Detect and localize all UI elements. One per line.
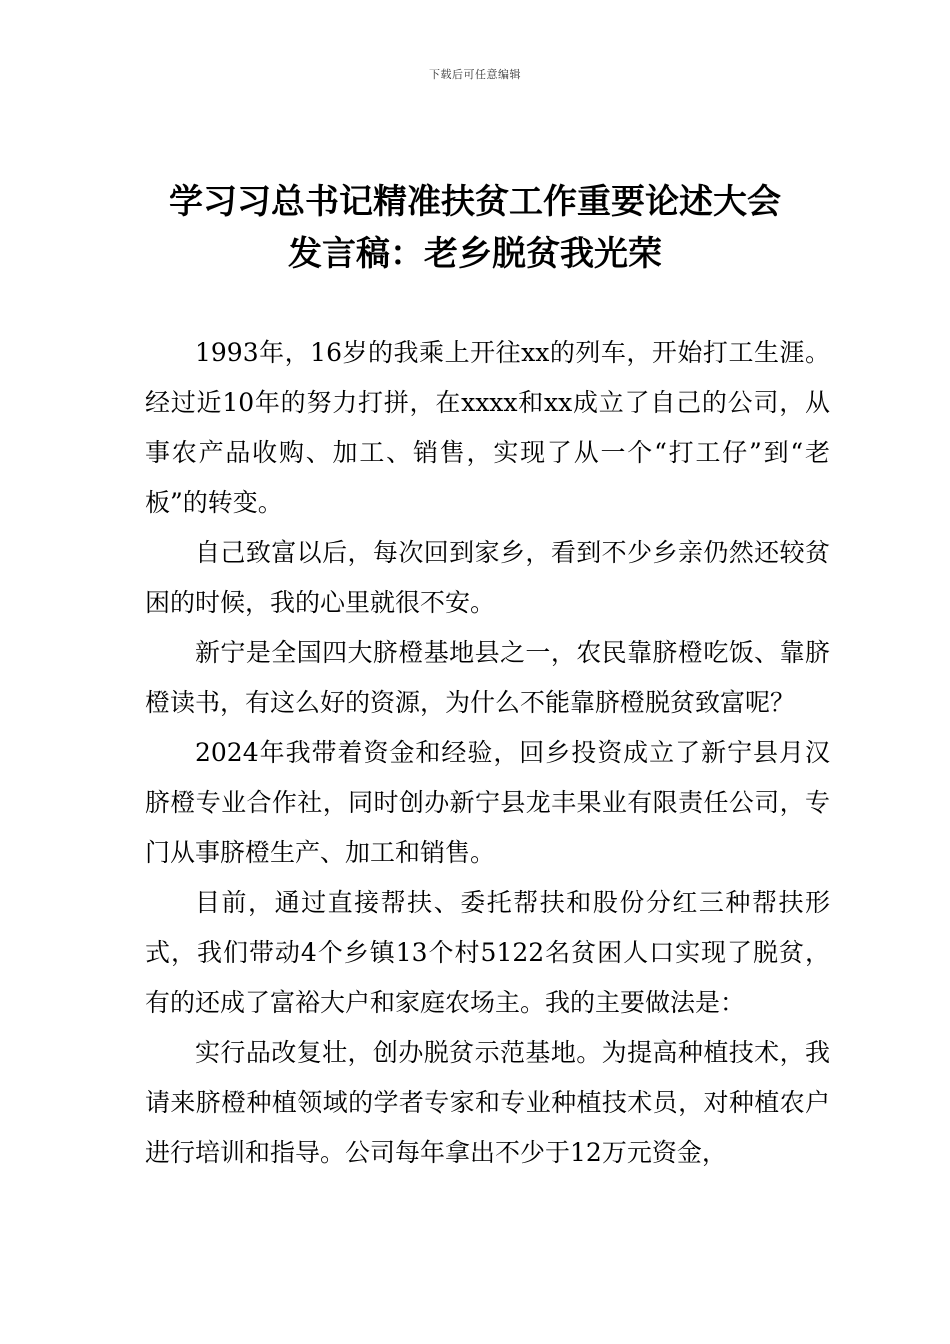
header-note: 下载后可任意编辑 [429,68,521,81]
paragraph: 新宁是全国四大脐橙基地县之一，农民靠脐橙吃饭、靠脐橙读书，有这么好的资源，为什么不能靠脐橙脱贫致富呢？ [145,638,830,717]
title-line-2: 发言稿：老乡脱贫我光荣 [288,234,662,274]
paragraph: 实行品改复壮，创办脱贫示范基地。为提高种植技术，我请来脐橙种植领域的学者专家和专业种植技术员，对种植农户进行培训和指导。公司每年拿出不少于12万元资金， [145,1038,830,1167]
document-title [120,176,830,280]
paragraph: 自己致富以后，每次回到家乡，看到不少乡亲仍然还较贫困的时候，我的心里就很不安。 [145,538,830,617]
document-body [145,328,830,1178]
paragraph: 目前，通过直接帮扶、委托帮扶和股份分红三种帮扶形式，我们带动4个乡镇13个村5122名贫困人口实现了脱贫，有的还成了富裕大户和家庭农场主。我的主要做法是： [145,888,830,1017]
paragraph: 2024年我带着资金和经验，回乡投资成立了新宁县月汉脐橙专业合作社，同时创办新宁县龙丰果业有限责任公司，专门从事脐橙生产、加工和销售。 [145,738,830,867]
title-line-1: 学习习总书记精准扶贫工作重要论述大会 [169,182,781,222]
paragraph: 1993年，16岁的我乘上开往xx的列车，开始打工生涯。经过近10年的努力打拼，在xxxx和xx成立了自己的公司，从事农产品收购、加工、销售，实现了从一个“打工仔”到“老板”的转变。 [145,338,830,517]
